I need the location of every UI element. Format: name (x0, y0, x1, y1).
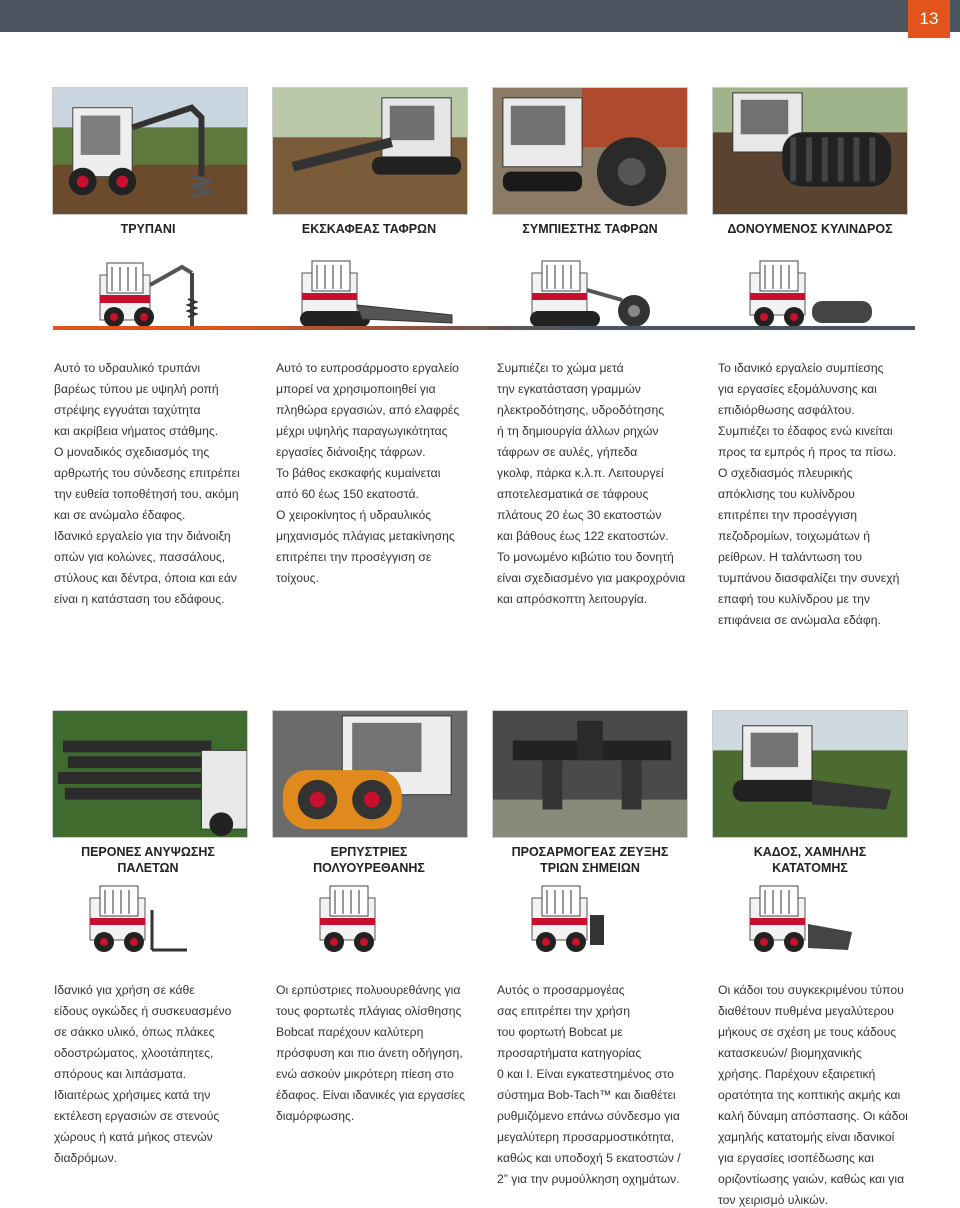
trench-compactor-machine-illustration (492, 255, 692, 335)
auger-title: ΤΡΥΠΑΝΙ (120, 222, 176, 236)
polyurethane-tracks-description: Οι ερπύστριες πολυουρεθάνης για τους φορτωτές πλάγιας ολίσθησης Bobcat παρέχουν καλύτερη πρόσφυση και πιο άνετη οδήγηση, ενώ ασκούν μικρότερη πίεση στο έδαφος. Είναι ιδανικές για εργασίες διαμόρφωσης. (276, 983, 466, 1123)
low-profile-bucket-description: Οι κάδοι του συγκεκριμένου τύπου διαθέτουν πυθμένα μεγαλύτερου μήκους σε σχέση με τους κάδους κατασκευών/ βιομηχανικής χρήσης. Παρέχουν εξαιρετική ορατότητα της κοπτικής ακμής και καλή δύναμη απόσπασης. Οι κάδοι χαμηλής κατατομής είναι ιδανικοί για εργασίες ισοπέδωσης και οριζοντίωσης γαιών, καθώς και για τον χειρισμό υλικών. (718, 983, 908, 1207)
trencher-title: ΕΚΣΚΑΦΕΑΣ ΤΑΦΡΩΝ (301, 222, 437, 236)
three-point-hitch-photo (492, 710, 688, 838)
trench-compactor-title: ΣΥΜΠΙΕΣΤΗΣ ΤΑΦΡΩΝ (522, 222, 658, 236)
low-profile-bucket-title: ΚΑΔΟΣ, ΧΑΜΗΛΗΣ ΚΑΤΑΤΟΜΗΣ (753, 845, 867, 875)
pallet-forks-photo (52, 710, 248, 838)
vibratory-roller-description: Το ιδανικό εργαλείο συμπίεσης για εργασίες εξομάλυνσης και επιδιόρθωσης ασφάλτου. Συμπιέζει το έδαφος ενώ κινείται προς τα εμπρός ή προς τα πίσω. Ο σχεδιασμός πλευρικής απόκλισης του κυλίνδρου επιτρέπει την προσέγγιση πεζοδρομίων, τοιχωμάτων ή ρείθρων. Η ταλάντωση του τυμπάνου διασφαλίζει την συνεχή επαφή του κυλίνδρου με την επιφάνεια σε ανώμαλα εδάφη. (718, 361, 900, 627)
page-number: 13 (908, 0, 950, 38)
vibratory-roller-title: ΔΟΝΟΥΜΕΝΟΣ ΚΥΛΙΝΔΡΟΣ (727, 222, 893, 236)
section-divider-top (53, 326, 915, 330)
header-bar (0, 0, 960, 32)
low-profile-bucket-machine-illustration (712, 880, 912, 960)
auger-machine-illustration (52, 255, 252, 335)
auger-description: Αυτό το υδραυλικό τρυπάνι βαρέως τύπου με υψηλή ροπή στρέψης εγγυάται ταχύτητα και ακρίβεια νήματος στάθμης. Ο μοναδικός σχεδιασμός της αρθρωτής του σύνδεσης επιτρέπει την ευθεία τοποθέτησή του, ακόμη και σε ανώμαλο έδαφος. Ιδανικό εργαλείο για την διάνοιξη οπών για κολώνες, πασσάλους, στύλους και δέντρα, όποια και εάν είναι η κατάσταση του εδάφους. (54, 361, 240, 606)
three-point-hitch-title: ΠΡΟΣΑΡΜΟΓΕΑΣ ΖΕΥΞΗΣ ΤΡΙΩΝ ΣΗΜΕΙΩΝ (511, 845, 669, 875)
trench-compactor-photo (492, 87, 688, 215)
auger-photo (52, 87, 248, 215)
three-point-hitch-machine-illustration (492, 880, 692, 960)
low-profile-bucket-photo (712, 710, 908, 838)
polyurethane-tracks-title: ΕΡΠΥΣΤΡΙΕΣ ΠΟΛΥΟΥΡΕΘΑΝΗΣ (313, 845, 425, 875)
trench-compactor-description: Συμπιέζει το χώμα μετά την εγκατάσταση γραμμών ηλεκτροδότησης, υδροδότησης ή τη δημιουργία άλλων ρηχών τάφρων σε αυλές, γήπεδα γκολφ, πάρκα κ.λ.π. Λειτουργεί αποτελεσματικά σε τάφρους πλάτους 20 έως 30 εκατοστών και βάθους έως 122 εκατοστών. Το μονωμένο κιβώτιο του δονητή είναι σχεδιασμένο για μακροχρόνια και απρόσκοπτη λειτουργία. (497, 361, 686, 606)
pallet-forks-machine-illustration (52, 880, 252, 960)
three-point-hitch-description: Αυτός ο προσαρμογέας σας επιτρέπει την χρήση του φορτωτή Bobcat με προσαρτήματα κατηγορίας 0 και Ι. Είναι εγκατεστημένος στο σύστημα Bob-Tach™ και διαθέτει ρυθμιζόμενο επάνω σύνδεσμο για μεγαλύτερη προσαρμοστικότητα, καθώς και υποδοχή 5 εκατοστών / 2” για την ρυμούλκηση οχημάτων. (497, 983, 681, 1186)
pallet-forks-title: ΠΕΡΟΝΕΣ ΑΝΥΨΩΣΗΣ ΠΑΛΕΤΩΝ (81, 845, 215, 875)
vibratory-roller-machine-illustration (712, 255, 912, 335)
polyurethane-tracks-photo (272, 710, 468, 838)
vibratory-roller-photo (712, 87, 908, 215)
trencher-description: Αυτό το ευπροσάρμοστο εργαλείο μπορεί να χρησιμοποιηθεί για πληθώρα εργασιών, από ελαφρές μέχρι υψηλής παραγωγικότητας εργασίες διάνοιξης τάφρων. Το βάθος εκσκαφής κυμαίνεται από 60 έως 150 εκατοστά. Ο χειροκίνητος ή υδραυλικός μηχανισμός πλάγιας μετακίνησης επιτρέπει την προσέγγιση σε τοίχους. (276, 361, 460, 585)
trencher-photo (272, 87, 468, 215)
polyurethane-tracks-machine-illustration (272, 880, 472, 960)
pallet-forks-description: Ιδανικό για χρήση σε κάθε είδους ογκώδες ή συσκευασμένο σε σάκκο υλικό, όπως πλάκες οδοστρώματος, χλοοτάπητες, σπόρους και λιπάσματα. Ιδιαιτέρως χρήσιμες κατά την εκτέλεση εργασιών σε στενούς χώρους ή κατά μήκος στενών διαδρόμων. (54, 983, 232, 1165)
trencher-machine-illustration (272, 255, 472, 335)
